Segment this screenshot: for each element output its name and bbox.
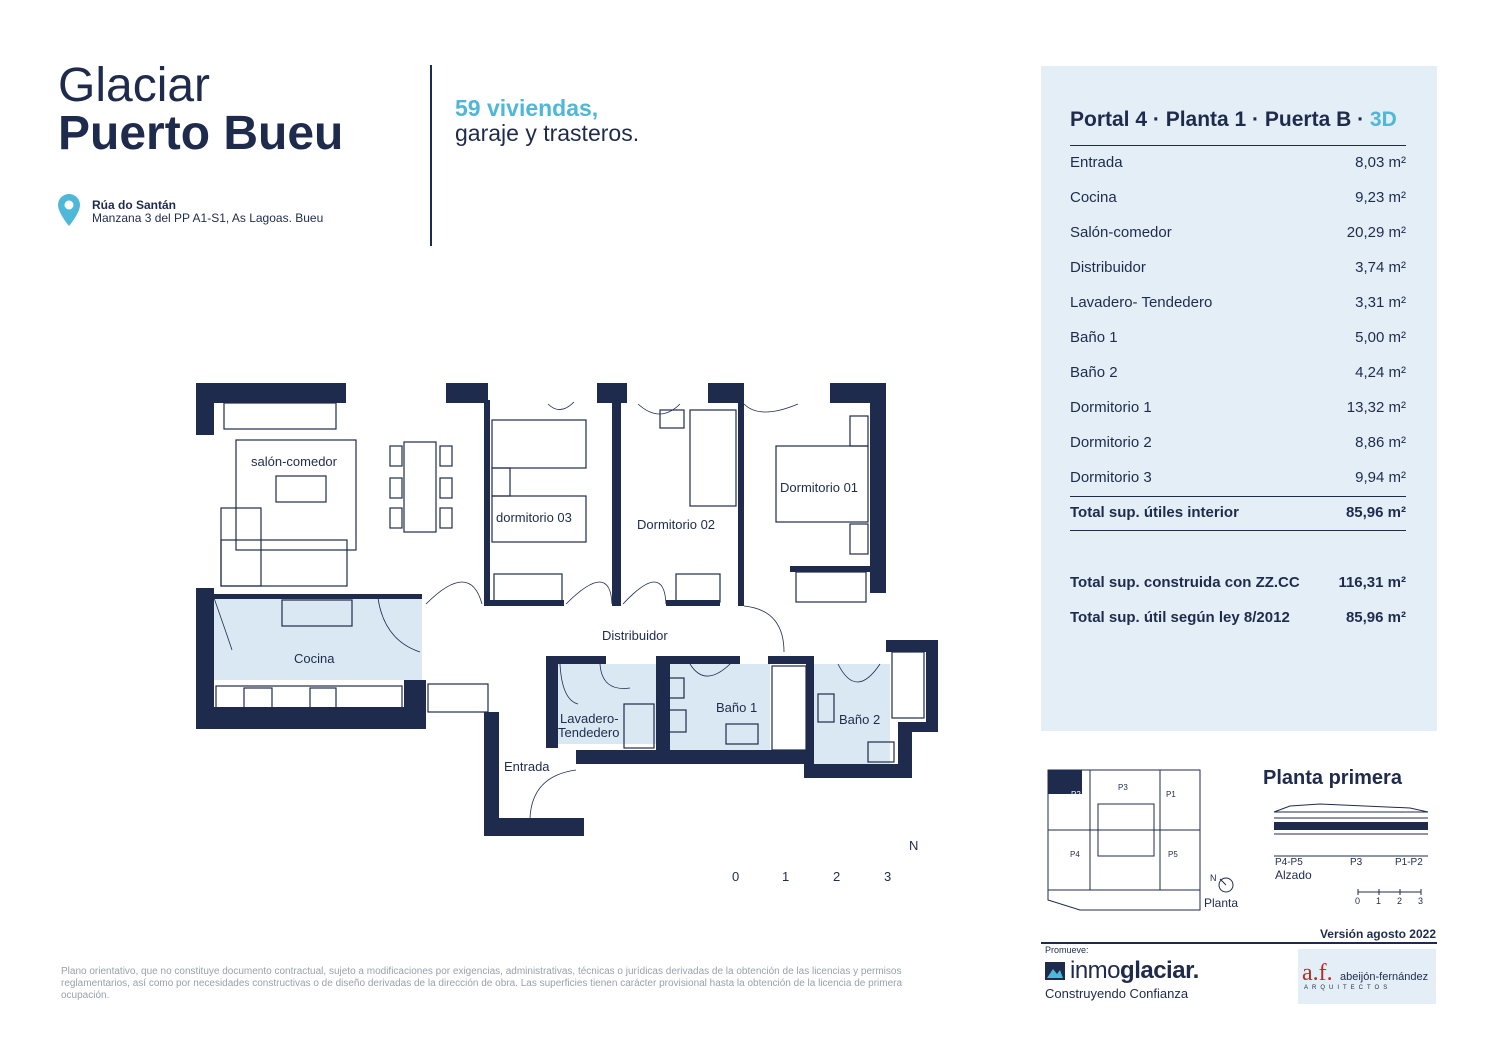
alzado-label: Alzado	[1275, 868, 1312, 882]
key-scale-label: 0	[1355, 896, 1361, 906]
room-area: 3,74 m²	[1355, 259, 1406, 276]
tagline-rest: garaje y trasteros.	[455, 120, 640, 146]
keyplan-title: Planta primera	[1263, 767, 1402, 789]
elevation-label: P4-P5	[1275, 857, 1303, 868]
elevation-highlight	[1274, 822, 1428, 830]
room-label-salon: salón-comedor	[251, 454, 337, 469]
total-built-value: 116,31 m²	[1338, 574, 1406, 591]
disclaimer-note: Plano orientativo, que no constituye documento contractual, sujeto a modificaciones por exigencias, administrativas, técnicas o jurídicas derivadas de la obtención de las licencias y permisos reglamentarios, así como por necesidades constructivas o de diseño derivadas de la dirección de obra. Las superficies tienen carácter provisional hasta la obtención de la licencia de primera ocupación.	[61, 966, 903, 1001]
keyplan-planta-label: Planta	[1204, 896, 1239, 910]
total-law-row	[1070, 609, 1406, 626]
room-row	[1070, 399, 1406, 416]
inmoglaciar-logo	[1070, 957, 1199, 985]
keyplan-north-label: N	[1210, 873, 1217, 883]
room-area: 20,29 m²	[1346, 224, 1406, 241]
project-title-line2: Puerto Bueu	[58, 107, 344, 160]
scale-label: 0	[732, 869, 740, 884]
room-label-dorm03: dormitorio 03	[496, 510, 572, 525]
room-name: Baño 1	[1070, 329, 1118, 346]
architect-logo-af: a.f.	[1302, 960, 1333, 986]
room-row	[1070, 364, 1406, 381]
portal-tag: P3	[1118, 783, 1128, 792]
inmoglaciar-slogan: Construyendo Confianza	[1045, 986, 1189, 1001]
total-interior-row	[1070, 504, 1406, 521]
elevation-label: P3	[1350, 857, 1363, 868]
room-area: 4,24 m²	[1355, 364, 1406, 381]
room-row	[1070, 224, 1406, 241]
room-label-bano2: Baño 2	[839, 712, 881, 727]
room-label-dorm01: Dormitorio 01	[780, 480, 859, 495]
total-interior-value: 85,96 m²	[1345, 504, 1406, 521]
address-street: Rúa do Santán	[92, 198, 177, 212]
inmoglaciar-mark-icon	[1045, 962, 1065, 980]
project-title-line1: Glaciar	[58, 59, 211, 112]
unit-type: 3D	[1369, 108, 1397, 131]
room-name: Cocina	[1070, 189, 1117, 206]
room-label-dorm02: Dormitorio 02	[637, 517, 716, 532]
room-area: 8,03 m²	[1355, 154, 1406, 171]
architect-logo-sub: ARQUITECTOS	[1304, 985, 1392, 991]
room-name: Dormitorio 1	[1070, 399, 1152, 416]
total-built-row	[1070, 574, 1406, 591]
scale-label: 3	[884, 869, 892, 884]
header-divider	[430, 65, 432, 246]
unit-title-main: Portal 4 · Planta 1 · Puerta B ·	[1070, 108, 1370, 131]
room-name: Dormitorio 3	[1070, 469, 1152, 486]
key-scale-label: 1	[1376, 896, 1382, 906]
room-row	[1070, 294, 1406, 311]
location-pin-icon	[58, 194, 80, 226]
unit-title	[1070, 108, 1397, 132]
north-label: N	[909, 838, 919, 853]
key-scale-bar	[1358, 889, 1421, 895]
floor-plan	[190, 380, 950, 840]
room-row	[1070, 154, 1406, 171]
room-name: Distribuidor	[1070, 259, 1146, 276]
key-scale-label: 2	[1397, 896, 1403, 906]
key-scale-label: 3	[1418, 896, 1424, 906]
total-law-label: Total sup. útil según ley 8/2012	[1070, 609, 1290, 626]
scale-label: 1	[782, 869, 790, 884]
version-label: Versión agosto 2022	[1319, 927, 1436, 941]
room-name: Entrada	[1070, 154, 1123, 171]
room-label-cocina: Cocina	[294, 651, 335, 666]
panel-rule	[1070, 496, 1406, 497]
panel-rule	[1070, 530, 1406, 531]
room-row	[1070, 434, 1406, 451]
room-label-bano1: Baño 1	[716, 700, 758, 715]
architect-logo-name: abeijón-fernández	[1340, 971, 1429, 983]
room-label-distribuidor: Distribuidor	[602, 628, 668, 643]
room-name: Salón-comedor	[1070, 224, 1172, 241]
room-area: 13,32 m²	[1346, 399, 1406, 416]
room-area: 5,00 m²	[1355, 329, 1406, 346]
total-interior-label: Total sup. útiles interior	[1070, 504, 1239, 521]
room-row	[1070, 189, 1406, 206]
scale-label: 2	[833, 869, 841, 884]
room-label-lavadero-1: Lavadero-	[560, 711, 619, 726]
tagline-highlight: 59 viviendas,	[455, 95, 599, 121]
total-built-label: Total sup. construida con ZZ.CC	[1070, 574, 1300, 591]
north-arrow-icon	[1219, 878, 1233, 892]
elevation-label: P1-P2	[1395, 857, 1423, 868]
logo1-bold: inmo	[1070, 957, 1121, 984]
footer-rule	[1041, 942, 1437, 944]
promoter-label: Promueve:	[1045, 945, 1089, 955]
portal-tag: P2	[1071, 790, 1081, 799]
portal-tag: P4	[1070, 850, 1080, 859]
panel-rule	[1070, 145, 1406, 146]
portal-tag: P1	[1166, 790, 1176, 799]
total-law-value: 85,96 m²	[1345, 609, 1406, 626]
room-row	[1070, 259, 1406, 276]
room-area: 3,31 m²	[1355, 294, 1406, 311]
room-label-entrada: Entrada	[504, 759, 550, 774]
room-name: Lavadero- Tendedero	[1070, 294, 1213, 311]
room-row	[1070, 329, 1406, 346]
room-name: Dormitorio 2	[1070, 434, 1152, 451]
room-area: 8,86 m²	[1355, 434, 1406, 451]
portal-tag: P5	[1168, 850, 1178, 859]
room-name: Baño 2	[1070, 364, 1118, 381]
room-area: 9,94 m²	[1355, 469, 1406, 486]
room-row	[1070, 469, 1406, 486]
room-area: 9,23 m²	[1355, 189, 1406, 206]
room-label-lavadero-2: Tendedero	[558, 725, 620, 740]
logo1-rest: glaciar.	[1120, 957, 1199, 984]
address-detail: Manzana 3 del PP A1-S1, As Lagoas. Bueu	[92, 211, 324, 225]
